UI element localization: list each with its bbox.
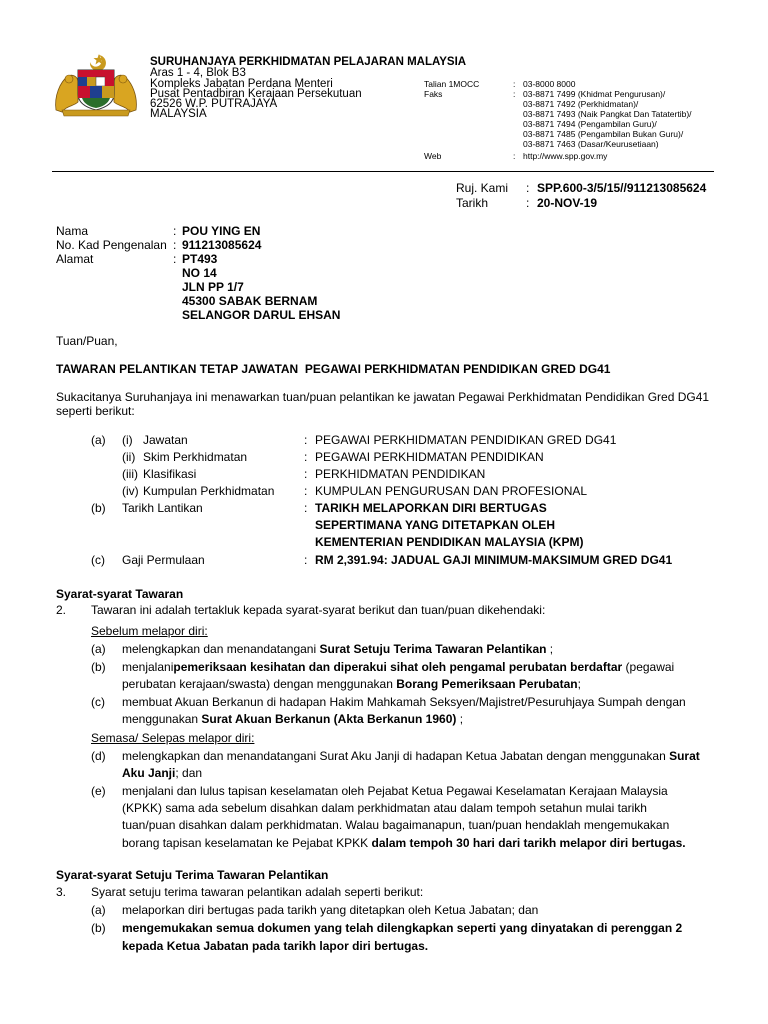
intro-line: Sukacitanya Suruhanjaya ini menawarkan tuan/puan pelantikan ke jawatan Pegawai Perkhidmatan Pendidikan Gred DG41 bbox=[56, 390, 710, 404]
detail-value: KEMENTERIAN PENDIDIKAN MALAYSIA (KPM) bbox=[315, 535, 584, 549]
address-value: NO 14 bbox=[182, 266, 217, 280]
detail-label: Gaji Permulaan bbox=[122, 553, 205, 567]
intro-line: seperti berikut: bbox=[56, 404, 135, 418]
item-marker: (e) bbox=[91, 784, 106, 798]
item-marker: (a) bbox=[91, 642, 106, 656]
colon: : bbox=[526, 181, 530, 195]
item-text bbox=[122, 836, 686, 850]
item-marker: (ii) bbox=[122, 450, 136, 464]
subheading bbox=[91, 624, 208, 638]
item-text: kepada Ketua Jabatan pada tarikh lapor diri bertugas. bbox=[122, 939, 429, 953]
name-value: POU YING EN bbox=[182, 224, 261, 238]
fax-value: 03-8871 7494 (Pengambilan Guru)/ bbox=[523, 119, 657, 129]
web-label: Web bbox=[424, 151, 442, 161]
item-marker: (c) bbox=[91, 553, 105, 567]
address-line: 62526 W.P. PUTRAJAYA bbox=[150, 98, 278, 110]
item-marker: (i) bbox=[122, 433, 133, 447]
date-label: Tarikh bbox=[456, 196, 489, 210]
item-marker: (a) bbox=[91, 433, 106, 447]
detail-value: PEGAWAI PERKHIDMATAN PENDIDIKAN GRED DG41 bbox=[315, 433, 617, 447]
fax-value: 03-8871 7499 (Khidmat Pengurusan)/ bbox=[523, 89, 666, 99]
address-value: PT493 bbox=[182, 252, 218, 266]
text: menggunakan bbox=[122, 712, 202, 726]
address-line: Kompleks Jabatan Perdana Menteri bbox=[150, 78, 333, 90]
item-marker: (b) bbox=[91, 660, 106, 674]
org-name: SURUHANJAYA PERKHIDMATAN PELAJARAN MALAYSIA bbox=[150, 56, 467, 68]
section-heading: Syarat-syarat Tawaran bbox=[56, 587, 184, 601]
para-text: Syarat setuju terima tawaran pelantikan adalah seperti berikut: bbox=[91, 885, 424, 899]
fax-value: 03-8871 7492 (Perkhidmatan)/ bbox=[523, 99, 639, 109]
colon: : bbox=[513, 89, 516, 99]
bold-text: dalam tempoh 30 hari dari tarikh melapor diri bertugas. bbox=[371, 836, 686, 850]
item-marker: (iii) bbox=[122, 467, 138, 481]
fax-value: 03-8871 7493 (Naik Pangkat Dan Tatatertib)/ bbox=[523, 109, 692, 119]
bold-text: pemeriksaan kesihatan dan diperakui sihat oleh pengamal perubatan berdaftar bbox=[173, 660, 623, 674]
text: perubatan kerajaan/swasta) dengan menggunakan bbox=[122, 677, 397, 691]
address-value: JLN PP 1/7 bbox=[182, 280, 244, 294]
bold-text: Aku Janji bbox=[122, 766, 176, 780]
colon: : bbox=[173, 238, 177, 252]
name-label: Nama bbox=[56, 224, 89, 238]
bold-text: Surat Setuju Terima Tawaran Pelantikan bbox=[319, 642, 547, 656]
item-marker: (a) bbox=[91, 903, 106, 917]
address-line: Pusat Pentadbiran Kerajaan Persekutuan bbox=[150, 88, 362, 100]
web-link[interactable]: http://www.spp.gov.my bbox=[523, 151, 608, 161]
colon: : bbox=[173, 224, 177, 238]
colon: : bbox=[526, 196, 530, 210]
text: melengkapkan dan menandatangani bbox=[122, 642, 320, 656]
item-text bbox=[122, 677, 581, 691]
colon: : bbox=[304, 553, 308, 567]
fax-value: 03-8871 7485 (Pengambilan Bukan Guru)/ bbox=[523, 129, 684, 139]
text: ; dan bbox=[175, 766, 203, 780]
date-value: 20-NOV-19 bbox=[537, 196, 598, 210]
fax-value: 03-8871 7463 (Dasar/Keurusetiaan) bbox=[523, 139, 659, 149]
text: menjalani bbox=[122, 660, 174, 674]
item-text: membuat Akuan Berkanun di hadapan Hakim Mahkamah Seksyen/Majistret/Pesuruhjaya Sumpah dengan bbox=[122, 695, 686, 709]
colon: : bbox=[304, 450, 308, 464]
bold-text: Surat Akuan Berkanun (Akta Berkanun 1960) bbox=[201, 712, 457, 726]
item-text: melaporkan diri bertugas pada tarikh yang ditetapkan oleh Ketua Jabatan; dan bbox=[122, 903, 539, 917]
phone-value: 03-8000 8000 bbox=[523, 79, 576, 89]
item-text: (KPKK) sama ada sebelum disahkan dalam perkhidmatan atau dalam tempoh setahun mulai tarikh bbox=[122, 801, 647, 815]
text: borang tapisan keselamatan ke Pejabat KPKK bbox=[122, 836, 372, 850]
detail-value: KUMPULAN PENGURUSAN DAN PROFESIONAL bbox=[315, 484, 588, 498]
item-marker: (d) bbox=[91, 749, 106, 763]
colon: : bbox=[304, 433, 308, 447]
colon: : bbox=[513, 151, 516, 161]
ref-value: SPP.600-3/5/15//911213085624 bbox=[537, 181, 707, 195]
header-divider bbox=[52, 171, 714, 172]
address-value: SELANGOR DARUL EHSAN bbox=[182, 308, 341, 322]
item-text bbox=[122, 712, 463, 726]
para-number: 2. bbox=[56, 603, 67, 617]
subheading-text: Sebelum melapor diri: bbox=[91, 624, 208, 638]
item-text: mengemukakan semua dokumen yang telah dilengkapkan seperti yang dinyatakan di perenggan 2 bbox=[122, 921, 683, 935]
item-text bbox=[122, 660, 674, 674]
text: ; bbox=[577, 677, 581, 691]
detail-label: Klasifikasi bbox=[143, 467, 197, 481]
item-text bbox=[122, 766, 202, 780]
text: (pegawai bbox=[622, 660, 675, 674]
detail-value: SEPERTIMANA YANG DITETAPKAN OLEH bbox=[315, 518, 556, 532]
para-number: 3. bbox=[56, 885, 67, 899]
detail-label: Skim Perkhidmatan bbox=[143, 450, 248, 464]
ic-value: 911213085624 bbox=[182, 238, 262, 252]
phone-label: Talian 1MOCC bbox=[424, 79, 480, 89]
fax-label: Faks bbox=[424, 89, 443, 99]
salutation: Tuan/Puan, bbox=[56, 334, 118, 348]
subheading bbox=[91, 731, 254, 745]
subheading-text: Semasa/ Selepas melapor diri: bbox=[91, 731, 255, 745]
detail-label: Jawatan bbox=[143, 433, 188, 447]
item-marker: (iv) bbox=[122, 484, 139, 498]
para-text: Tawaran ini adalah tertakluk kepada syarat-syarat berikut dan tuan/puan dikehendaki: bbox=[91, 603, 546, 617]
address-line: Aras 1 - 4, Blok B3 bbox=[150, 67, 246, 79]
address-label: Alamat bbox=[56, 252, 94, 266]
colon: : bbox=[173, 252, 177, 266]
item-marker: (b) bbox=[91, 501, 106, 515]
ref-label: Ruj. Kami bbox=[456, 181, 509, 195]
text: melengkapkan dan menandatangani Surat Aku Janji di hadapan Ketua Jabatan dengan menggunakan bbox=[122, 749, 670, 763]
detail-value: TARIKH MELAPORKAN DIRI BERTUGAS bbox=[315, 501, 547, 515]
bold-text: Surat bbox=[669, 749, 700, 763]
address-line: MALAYSIA bbox=[150, 108, 207, 120]
section-heading: Syarat-syarat Setuju Terima Tawaran Pelantikan bbox=[56, 868, 329, 882]
colon: : bbox=[304, 501, 308, 515]
detail-label: Kumpulan Perkhidmatan bbox=[143, 484, 275, 498]
item-text: tuan/puan disahkan dalam perkhidmatan. Walau bagaimanapun, tuan/puan hendaklah mengemukakan bbox=[122, 818, 670, 832]
colon: : bbox=[304, 484, 308, 498]
colon: : bbox=[304, 467, 308, 481]
text: ; bbox=[546, 642, 554, 656]
item-text bbox=[122, 749, 700, 763]
detail-value: RM 2,391.94: JADUAL GAJI MINIMUM-MAKSIMUM GRED DG41 bbox=[315, 553, 673, 567]
item-marker: (c) bbox=[91, 695, 105, 709]
colon: : bbox=[513, 79, 516, 89]
detail-value: PERKHIDMATAN PENDIDIKAN bbox=[315, 467, 486, 481]
detail-value: PEGAWAI PERKHIDMATAN PENDIDIKAN bbox=[315, 450, 544, 464]
address-value: 45300 SABAK BERNAM bbox=[182, 294, 318, 308]
detail-label: Tarikh Lantikan bbox=[122, 501, 203, 515]
item-text: menjalani dan lulus tapisan keselamatan oleh Pejabat Ketua Pegawai Keselamatan Kerajaan Malaysia bbox=[122, 784, 668, 798]
coat-of-arms-logo bbox=[52, 52, 140, 118]
item-marker: (b) bbox=[91, 921, 106, 935]
subject: TAWARAN PELANTIKAN TETAP JAWATAN PEGAWAI PERKHIDMATAN PENDIDIKAN GRED DG41 bbox=[56, 362, 611, 376]
bold-text: Borang Pemeriksaan Perubatan bbox=[396, 677, 578, 691]
ic-label: No. Kad Pengenalan bbox=[56, 238, 167, 252]
text: ; bbox=[456, 712, 464, 726]
item-text bbox=[122, 642, 553, 656]
